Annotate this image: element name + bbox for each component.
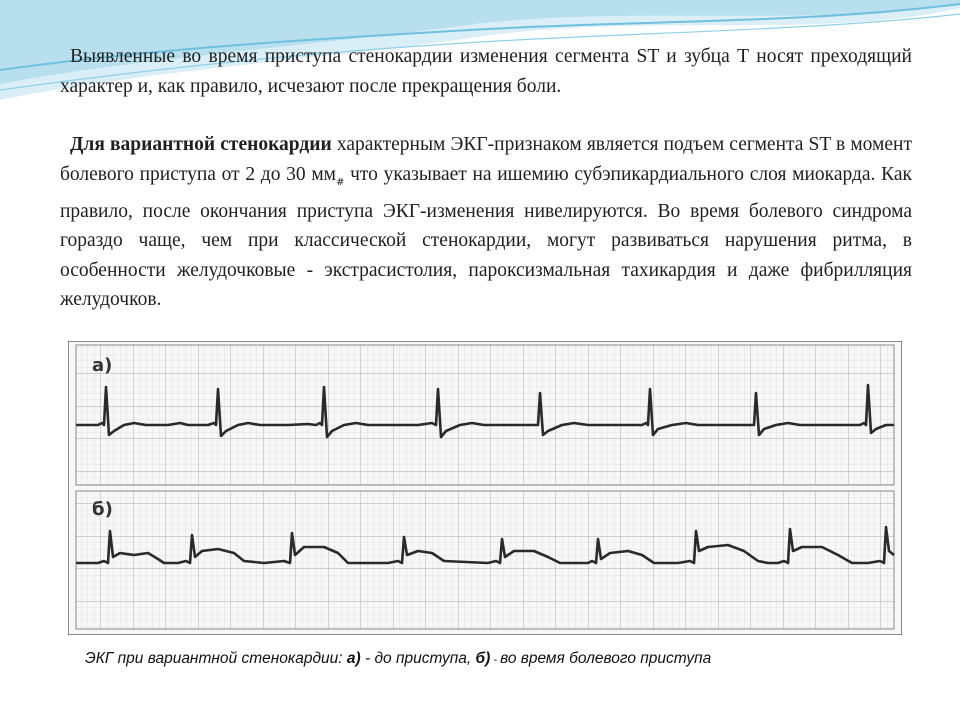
caption-text-3: - xyxy=(490,654,501,666)
ecg-strip-b xyxy=(76,491,894,629)
paragraph2-bold-term: Для вариантной стенокардии xyxy=(70,134,332,155)
figure-caption xyxy=(85,650,711,668)
paragraph2-text-a: характерным ЭКГ-признаком является подъем сегмента ST в момент болевого приступа от 2 до 30 мм xyxy=(60,134,912,185)
paragraph2-mark: # xyxy=(336,176,345,188)
paragraph-variant-angina xyxy=(60,130,912,315)
strip-a-label: а) xyxy=(92,355,113,376)
ecg-figure xyxy=(68,341,902,635)
caption-text-4: во время болевого приступа xyxy=(500,650,712,667)
strip-b-label: б) xyxy=(92,499,113,520)
caption-b-marker: б) xyxy=(475,650,491,667)
caption-text-2: - до приступа, xyxy=(360,650,476,667)
paragraph1-text: Выявленные во время приступа стенокардии изменения сегмента ST и зубца Т носят преходящий характер и, как правило, исчезают после прекращения боли. xyxy=(60,46,912,97)
caption-a-marker: а) xyxy=(346,650,361,667)
paragraph2-text-b: что указывает на ишемию субэпикардиального слоя миокарда. Как правило, после окончания приступа ЭКГ-изменения нивелируются. Во время болевого синдрома гораздо чаще, чем при классической стенокардии, могут развиваться нарушения ритма, в особенности желудочковые - экстрасистолия, пароксизмальная тахикардия и даже фибрилляция желудочков. xyxy=(60,163,912,311)
paragraph-transient-changes xyxy=(60,42,912,101)
caption-text-1: ЭКГ при вариантной стенокардии: xyxy=(85,650,347,667)
ecg-strip-a xyxy=(76,345,894,485)
